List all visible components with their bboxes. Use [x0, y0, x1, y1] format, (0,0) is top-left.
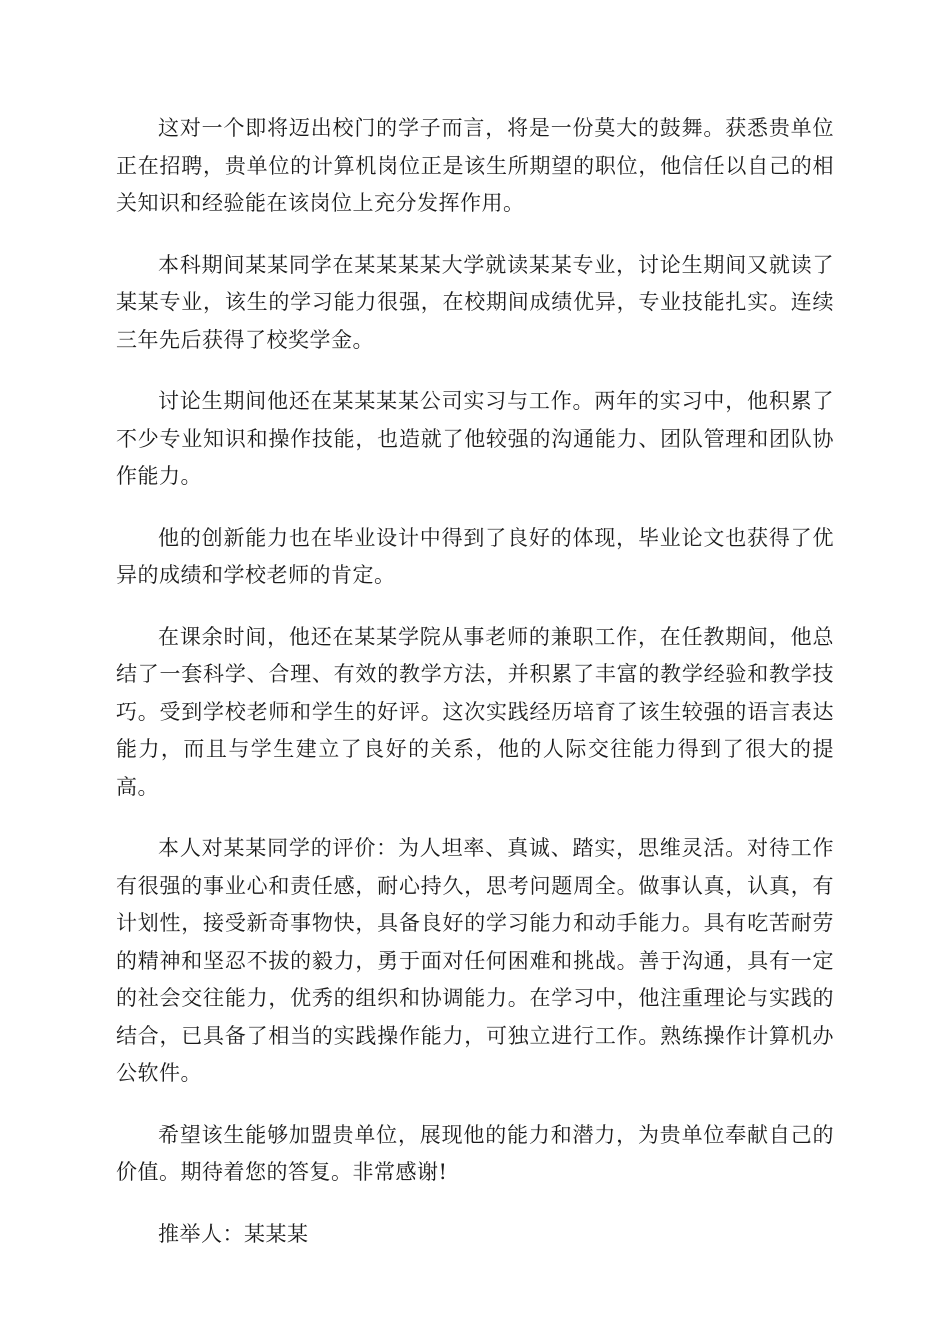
paragraph-2: 本科期间某某同学在某某某某大学就读某某专业，讨论生期间又就读了某某专业，该生的学习能力很强，在校期间成绩优异，专业技能扎实。连续三年先后获得了校奖学金。 [116, 252, 834, 352]
paragraph-1: 这对一个即将迈出校门的学子而言，将是一份莫大的鼓舞。获悉贵单位正在招聘，贵单位的计算机岗位正是该生所期望的职位，他信任以自己的相关知识和经验能在该岗位上充分发挥作用。 [116, 116, 834, 215]
paragraph-3: 讨论生期间他还在某某某某公司实习与工作。两年的实习中，他积累了不少专业知识和操作技能，也造就了他较强的沟通能力、团队管理和团队协作能力。 [116, 389, 834, 488]
paragraph-5: 在课余时间，他还在某某学院从事老师的兼职工作，在任教期间，他总结了一套科学、合理、有效的教学方法，并积累了丰富的教学经验和教学技巧。受到学校老师和学生的好评。这次实践经历培育了该生较强的语言表达能力，而且与学生建立了良好的关系，他的人际交往能力得到了很大的提高。 [116, 624, 834, 799]
paragraph-6: 本人对某某同学的评价：为人坦率、真诚、踏实，思维灵活。对待工作有很强的事业心和责任感，耐心持久，思考问题周全。做事认真，认真，有计划性，接受新奇事物快，具备良好的学习能力和动手能力。具有吃苦耐劳的精神和坚忍不拔的毅力，勇于面对任何困难和挑战。善于沟通，具有一定的社会交往能力，优秀的组织和协调能力。在学习中，他注重理论与实践的结合，已具备了相当的实践操作能力，可独立进行工作。熟练操作计算机办公软件。 [116, 836, 834, 1085]
signature-line: 推举人：某某某 [158, 1221, 309, 1246]
paragraph-7: 希望该生能够加盟贵单位，展现他的能力和潜力，为贵单位奉献自己的价值。期待着您的答复。非常感谢! [116, 1122, 834, 1184]
paragraph-4: 他的创新能力也在毕业设计中得到了良好的体现，毕业论文也获得了优异的成绩和学校老师的肯定。 [116, 525, 834, 587]
